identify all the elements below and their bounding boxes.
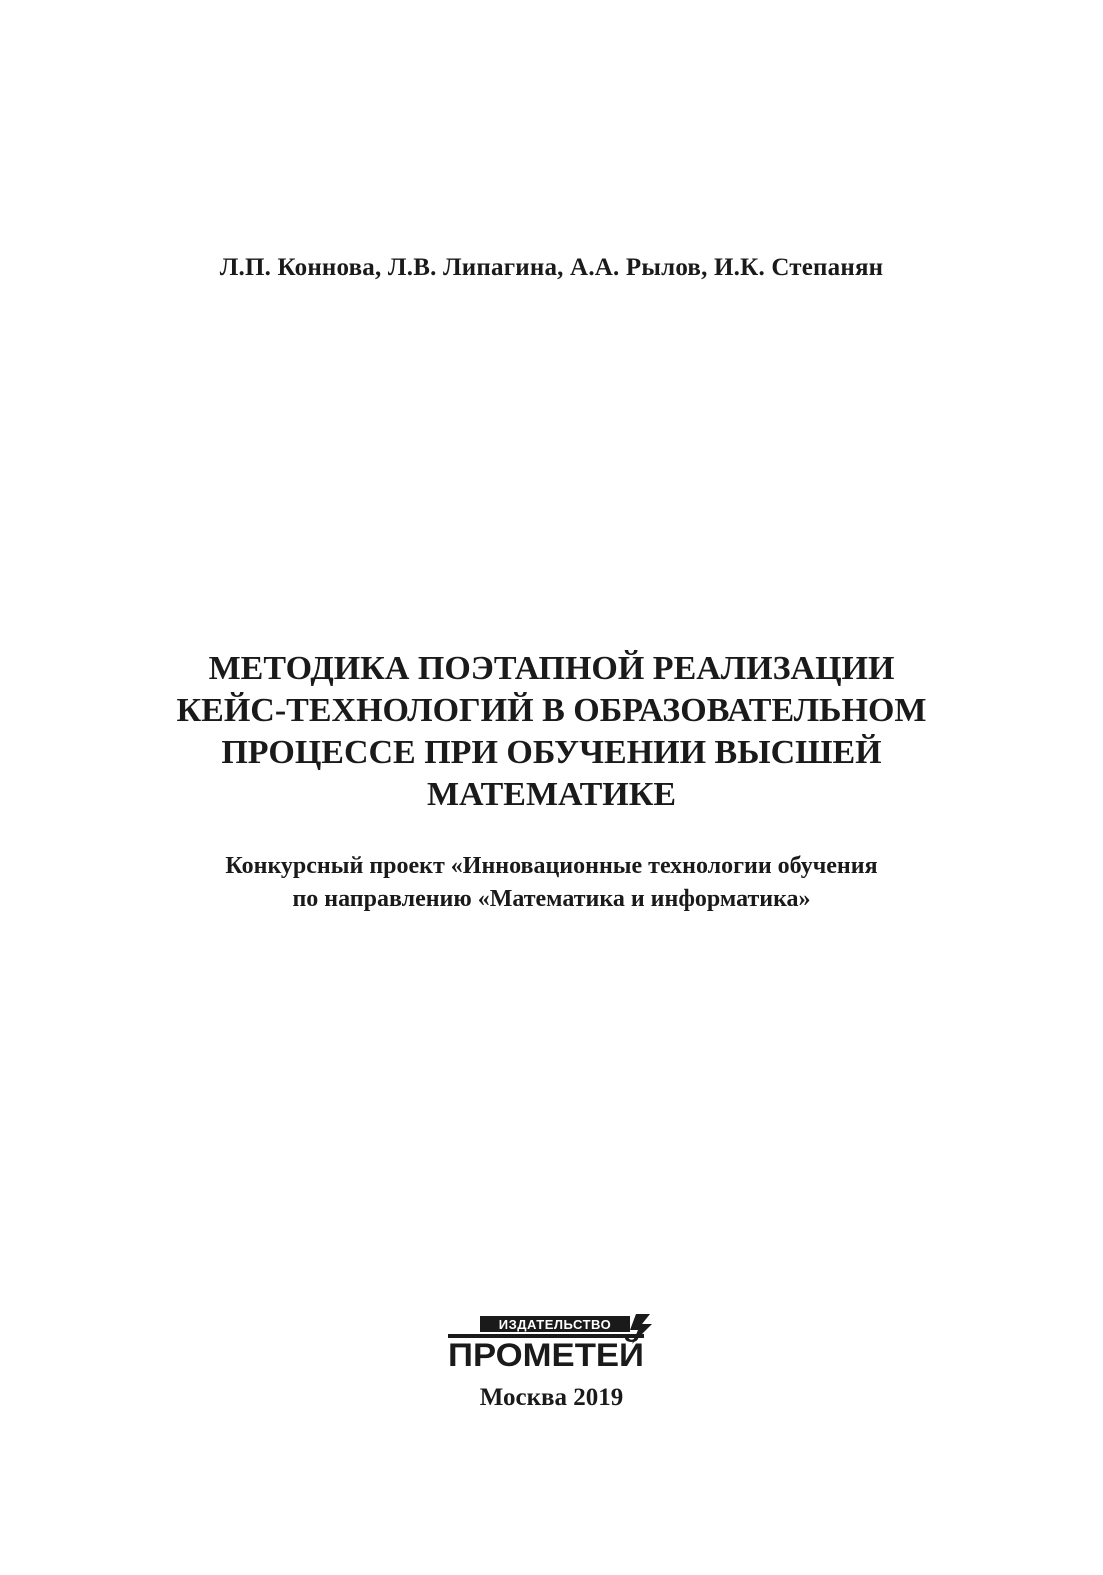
- logo-main-text: ПРОМЕТЕЙ: [448, 1337, 644, 1372]
- title-line: МЕТОДИКА ПОЭТАПНОЙ РЕАЛИЗАЦИИ: [208, 650, 895, 687]
- authors-line: Л.П. Коннова, Л.В. Липагина, А.А. Рылов, И.К. Степанян: [219, 254, 884, 281]
- subtitle-line: Конкурсный проект «Инновационные технологии обучения: [225, 853, 878, 879]
- book-title: [0, 648, 1103, 816]
- subtitle-line: по направлению «Математика и информатика»: [292, 886, 811, 912]
- book-subtitle: [0, 850, 1103, 916]
- title-line: ПРОЦЕССЕ ПРИ ОБУЧЕНИИ ВЫСШЕЙ: [221, 734, 882, 771]
- publisher-logo: [446, 1314, 656, 1372]
- city-year: Москва 2019: [479, 1384, 624, 1411]
- logo-top-text: ИЗДАТЕЛЬСТВО: [498, 1317, 612, 1332]
- title-line: МАТЕМАТИКЕ: [426, 776, 677, 813]
- title-line: КЕЙС-ТЕХНОЛОГИЙ В ОБРАЗОВАТЕЛЬНОМ: [176, 692, 927, 729]
